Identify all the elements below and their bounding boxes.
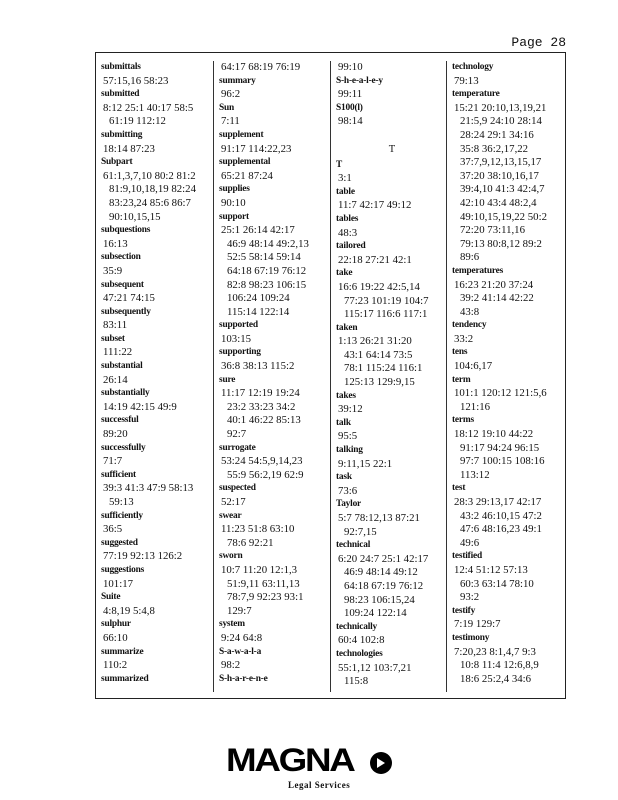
page-line-reference: 43:2 46:10,15 47:2 bbox=[460, 509, 542, 522]
page-line-reference: 39:4,10 41:3 42:4,7 bbox=[460, 183, 545, 196]
index-entry bbox=[101, 306, 213, 333]
page-line-reference: 16:6 19:22 42:5,14 bbox=[338, 280, 420, 293]
page-line-reference: 79:13 80:8,12 89:2 bbox=[460, 237, 542, 250]
index-term: submitting bbox=[101, 129, 143, 140]
index-entry bbox=[452, 605, 564, 632]
index-entry bbox=[336, 61, 448, 75]
index-term: swear bbox=[219, 510, 242, 521]
index-entry bbox=[336, 102, 448, 129]
index-term: taken bbox=[336, 322, 358, 333]
page-line-reference: 104:6,17 bbox=[454, 360, 493, 373]
page-line-reference: 6:20 24:7 25:1 42:17 bbox=[338, 552, 429, 565]
page-line-reference: 64:18 67:19 76:12 bbox=[227, 264, 307, 277]
page-line-reference: 11:7 42:17 49:12 bbox=[338, 199, 412, 212]
index-entry bbox=[336, 322, 448, 390]
page-line-reference: 46:9 48:14 49:2,13 bbox=[227, 237, 309, 250]
index-term: subquestions bbox=[101, 225, 151, 236]
index-entry bbox=[452, 61, 564, 88]
index-term: supplemental bbox=[219, 157, 271, 168]
index-entry bbox=[336, 417, 448, 444]
index-term: terms bbox=[452, 415, 474, 426]
index-term: S-h-a-r-e-n-e bbox=[219, 673, 268, 684]
index-term: tendency bbox=[452, 320, 487, 331]
index-entry bbox=[336, 267, 448, 321]
index-entry bbox=[101, 387, 213, 414]
index-term: suggestions bbox=[101, 564, 145, 575]
index-entry bbox=[336, 539, 448, 621]
page-line-reference: 39:2 41:14 42:22 bbox=[460, 292, 534, 305]
page-line-reference: 78:1 115:24 116:1 bbox=[344, 362, 423, 375]
index-term: sworn bbox=[219, 551, 243, 562]
index-entry bbox=[336, 186, 448, 213]
index-column-1 bbox=[101, 61, 213, 686]
page-line-reference: 35:9 bbox=[103, 264, 123, 277]
index-term: technology bbox=[452, 62, 494, 72]
index-column-2 bbox=[219, 61, 331, 686]
index-term: term bbox=[452, 374, 471, 385]
index-term: support bbox=[219, 211, 249, 222]
page-line-reference: 37:20 38:10,16,17 bbox=[460, 169, 539, 182]
index-entry bbox=[219, 646, 331, 673]
page-line-reference: 47:21 74:15 bbox=[103, 292, 155, 305]
index-entry bbox=[336, 444, 448, 471]
index-column-4 bbox=[452, 61, 564, 686]
page-line-reference: 78:7,9 92:23 93:1 bbox=[227, 591, 304, 604]
page-line-reference: 111:22 bbox=[103, 346, 133, 359]
page-line-reference: 82:8 98:23 106:15 bbox=[227, 278, 307, 291]
index-term: subset bbox=[101, 333, 125, 344]
index-entry bbox=[219, 75, 331, 102]
page-line-reference: 43:8 bbox=[460, 305, 480, 318]
page-line-reference: 16:23 21:20 37:24 bbox=[454, 278, 534, 291]
index-entry bbox=[336, 213, 448, 240]
index-entry bbox=[219, 482, 331, 509]
page-line-reference: 23:2 33:23 34:2 bbox=[227, 400, 296, 413]
page-line-reference: 95:5 bbox=[338, 430, 358, 443]
index-term: successfully bbox=[101, 442, 146, 453]
index-entry bbox=[219, 129, 331, 156]
index-term: Subpart bbox=[101, 157, 133, 168]
index-term: S100(l) bbox=[336, 102, 363, 113]
index-term: table bbox=[336, 186, 355, 197]
page-line-reference: 113:12 bbox=[460, 468, 490, 481]
index-term: sure bbox=[219, 374, 236, 385]
page-line-reference: 65:21 87:24 bbox=[221, 169, 273, 182]
index-entry bbox=[336, 390, 448, 417]
index-entry bbox=[336, 648, 448, 689]
page-line-reference: 22:18 27:21 42:1 bbox=[338, 253, 412, 266]
page-line-reference: 14:19 42:15 49:9 bbox=[103, 400, 177, 413]
page-line-reference: 16:13 bbox=[103, 237, 128, 250]
page-line-reference: 9:11,15 22:1 bbox=[338, 457, 393, 470]
index-entry bbox=[101, 88, 213, 129]
page-line-reference: 98:23 106:15,24 bbox=[344, 593, 415, 606]
index-entry bbox=[101, 251, 213, 278]
page-line-reference: 28:24 29:1 34:16 bbox=[460, 128, 534, 141]
index-entry bbox=[101, 224, 213, 251]
page-line-reference: 92:7,15 bbox=[344, 525, 377, 538]
index-term: tables bbox=[336, 213, 359, 224]
page-line-reference: 81:9,10,18,19 82:24 bbox=[109, 183, 196, 196]
index-entry bbox=[336, 75, 448, 102]
page-line-reference: 90:10,15,15 bbox=[109, 210, 161, 223]
index-entry bbox=[101, 673, 213, 687]
page-line-reference: 77:23 101:19 104:7 bbox=[344, 294, 429, 307]
page-line-reference: 57:15,16 58:23 bbox=[103, 74, 169, 87]
page-line-reference: 40:1 46:22 85:13 bbox=[227, 414, 301, 427]
index-column-3 bbox=[336, 61, 448, 689]
index-term: system bbox=[219, 619, 245, 630]
index-term: subsection bbox=[101, 252, 141, 263]
index-frame bbox=[95, 52, 566, 699]
page-line-reference: 66:10 bbox=[103, 631, 128, 644]
page-line-reference: 110:2 bbox=[103, 659, 128, 672]
index-term: temperatures bbox=[452, 265, 504, 276]
index-entry bbox=[101, 537, 213, 564]
index-term: technically bbox=[336, 621, 378, 632]
index-entry bbox=[101, 442, 213, 469]
arrow-icon bbox=[370, 752, 392, 774]
index-entry bbox=[336, 471, 448, 498]
index-entry bbox=[219, 510, 331, 551]
index-term: T bbox=[336, 159, 343, 170]
index-term: surrogate bbox=[219, 442, 256, 453]
page-line-reference: 47:6 48:16,23 49:1 bbox=[460, 523, 542, 536]
page-line-reference: 64:18 67:19 76:12 bbox=[344, 579, 424, 592]
page-line-reference: 101:17 bbox=[103, 577, 133, 590]
index-term: S-h-e-a-l-e-y bbox=[336, 75, 383, 86]
index-entry bbox=[219, 618, 331, 645]
index-entry bbox=[219, 374, 331, 442]
index-entry bbox=[452, 482, 564, 550]
index-entry bbox=[336, 240, 448, 267]
page-line-reference: 125:13 129:9,15 bbox=[344, 376, 415, 389]
index-entry bbox=[101, 156, 213, 224]
index-term: sufficiently bbox=[101, 510, 143, 521]
index-term: take bbox=[336, 268, 353, 279]
index-entry bbox=[336, 159, 448, 186]
index-entry bbox=[101, 129, 213, 156]
page-line-reference: 5:7 78:12,13 87:21 bbox=[338, 512, 420, 524]
page-line-reference: 26:14 bbox=[103, 373, 128, 386]
index-term: takes bbox=[336, 390, 356, 401]
page-line-reference: 18:14 87:23 bbox=[103, 142, 155, 155]
page-line-reference: 52:5 58:14 59:14 bbox=[227, 251, 301, 264]
page-line-reference: 121:16 bbox=[460, 400, 490, 413]
index-entry bbox=[101, 564, 213, 591]
page-line-reference: 115:17 116:6 117:1 bbox=[344, 308, 428, 321]
page-line-reference: 3:1 bbox=[338, 172, 352, 185]
index-entry bbox=[452, 88, 564, 265]
index-term: S-a-w-a-l-a bbox=[219, 646, 262, 657]
index-term: sulphur bbox=[101, 619, 131, 630]
page-line-reference: 98:14 bbox=[338, 115, 363, 128]
index-term: summarized bbox=[101, 673, 149, 684]
index-entry bbox=[219, 61, 331, 75]
index-term: summarize bbox=[101, 646, 144, 657]
page-line-reference: 92:7 bbox=[227, 428, 247, 441]
index-term: substantial bbox=[101, 361, 143, 372]
index-term: submitted bbox=[101, 89, 140, 100]
index-entry bbox=[219, 442, 331, 483]
page-line-reference: 46:9 48:14 49:12 bbox=[344, 566, 418, 579]
index-entry bbox=[101, 61, 213, 88]
page-line-reference: 72:20 73:11,16 bbox=[460, 224, 525, 237]
page-line-reference: 106:24 109:24 bbox=[227, 292, 290, 305]
index-term: substantially bbox=[101, 388, 150, 399]
index-term: tens bbox=[452, 347, 468, 358]
index-entry bbox=[101, 618, 213, 645]
index-term: Taylor bbox=[336, 499, 362, 510]
page-line-reference: 18:12 19:10 44:22 bbox=[454, 428, 534, 441]
page-line-reference: 78:6 92:21 bbox=[227, 536, 274, 549]
index-entry bbox=[452, 346, 564, 373]
page-line-reference: 36:8 38:13 115:2 bbox=[221, 360, 295, 373]
page-line-reference: 11:17 12:19 19:24 bbox=[221, 387, 300, 400]
page-line-reference: 97:7 100:15 108:16 bbox=[460, 455, 545, 468]
index-entry bbox=[101, 510, 213, 537]
index-term: sufficient bbox=[101, 469, 136, 480]
index-term: Sun bbox=[219, 102, 235, 113]
index-entry bbox=[101, 414, 213, 441]
page-line-reference: 11:23 51:8 63:10 bbox=[221, 523, 295, 536]
index-entry bbox=[101, 279, 213, 306]
page-line-reference: 83:23,24 85:6 86:7 bbox=[109, 196, 191, 209]
page-line-reference: 90:10 bbox=[221, 196, 246, 209]
page-line-reference: 9:24 64:8 bbox=[221, 631, 263, 644]
page-line-reference: 64:17 68:19 76:19 bbox=[221, 61, 301, 73]
index-term: talking bbox=[336, 445, 363, 456]
page-line-reference: 48:3 bbox=[338, 226, 358, 239]
index-entry bbox=[219, 346, 331, 373]
page-line-reference: 51:9,11 63:11,13 bbox=[227, 577, 300, 590]
index-entry bbox=[219, 319, 331, 346]
column-divider bbox=[213, 61, 214, 692]
index-term: subsequent bbox=[101, 279, 144, 290]
index-entry bbox=[452, 374, 564, 415]
index-entry bbox=[336, 129, 448, 159]
page-line-reference: 91:17 94:24 96:15 bbox=[460, 441, 540, 454]
page-line-reference: 91:17 114:22,23 bbox=[221, 142, 292, 155]
page-line-reference: 98:2 bbox=[221, 659, 241, 672]
index-entry bbox=[101, 360, 213, 387]
index-term: supported bbox=[219, 320, 258, 331]
index-term: testimony bbox=[452, 632, 490, 643]
page-line-reference: 12:4 51:12 57:13 bbox=[454, 563, 528, 576]
index-term: supplies bbox=[219, 184, 250, 195]
index-term: suggested bbox=[101, 537, 138, 548]
page-line-reference: 15:21 20:10,13,19,21 bbox=[454, 101, 547, 114]
index-entry bbox=[452, 550, 564, 604]
page-line-reference: 55:9 56:2,19 62:9 bbox=[227, 468, 304, 481]
page-line-reference: 101:1 120:12 121:5,6 bbox=[454, 387, 547, 400]
index-term: test bbox=[452, 483, 466, 494]
index-entry bbox=[452, 414, 564, 482]
index-entry bbox=[219, 183, 331, 210]
page-line-reference: 77:19 92:13 126:2 bbox=[103, 550, 183, 563]
index-term: temperature bbox=[452, 89, 500, 100]
page-line-reference: 60:3 63:14 78:10 bbox=[460, 577, 534, 590]
page-line-reference: 39:3 41:3 47:9 58:13 bbox=[103, 482, 194, 495]
page-line-reference: 60:4 102:8 bbox=[338, 634, 385, 647]
page-line-reference: 10:7 11:20 12:1,3 bbox=[221, 563, 298, 576]
page-line-reference: 10:8 11:4 12:6,8,9 bbox=[460, 659, 539, 672]
page-line-reference: 93:2 bbox=[460, 591, 480, 604]
index-term: testify bbox=[452, 605, 476, 616]
page-line-reference: 79:13 bbox=[454, 74, 479, 87]
index-term: tailored bbox=[336, 241, 366, 252]
index-term: testified bbox=[452, 551, 482, 562]
index-entry bbox=[219, 156, 331, 183]
logo-wordmark: MAGNA bbox=[226, 742, 354, 778]
index-term: supporting bbox=[219, 347, 261, 358]
page-line-reference: 25:1 26:14 42:17 bbox=[221, 224, 295, 237]
page-line-reference: 83:11 bbox=[103, 319, 128, 332]
page-line-reference: 115:14 122:14 bbox=[227, 305, 290, 318]
page-number: Page 28 bbox=[511, 35, 566, 50]
page-line-reference: 39:12 bbox=[338, 403, 363, 416]
page-line-reference: 28:3 29:13,17 42:17 bbox=[454, 496, 542, 508]
index-entry bbox=[336, 498, 448, 539]
page-line-reference: 21:5,9 24:10 28:14 bbox=[460, 115, 542, 128]
page-line-reference: 4:8,19 5:4,8 bbox=[103, 604, 155, 617]
page-line-reference: 36:5 bbox=[103, 523, 123, 536]
page-line-reference: 33:2 bbox=[454, 332, 474, 345]
page-line-reference: 99:11 bbox=[338, 88, 363, 101]
index-term: successful bbox=[101, 415, 139, 426]
page-line-reference: 53:24 54:5,9,14,23 bbox=[221, 455, 303, 468]
index-entry bbox=[101, 591, 213, 618]
section-letter: T bbox=[388, 143, 396, 155]
page-line-reference: 7:19 129:7 bbox=[454, 618, 501, 631]
page-line-reference: 52:17 bbox=[221, 496, 246, 508]
index-term: technical bbox=[336, 540, 371, 551]
page-line-reference: 55:1,12 103:7,21 bbox=[338, 661, 412, 674]
index-term: Suite bbox=[101, 592, 121, 603]
page-line-reference: 8:12 25:1 40:17 58:5 bbox=[103, 101, 194, 114]
index-entry bbox=[336, 621, 448, 648]
index-entry bbox=[452, 632, 564, 686]
page-line-reference: 61:19 112:12 bbox=[109, 115, 166, 128]
page-line-reference: 129:7 bbox=[227, 604, 252, 617]
index-entry bbox=[219, 102, 331, 129]
page-line-reference: 89:6 bbox=[460, 251, 480, 264]
page-line-reference: 1:13 26:21 31:20 bbox=[338, 335, 412, 348]
page-line-reference: 115:8 bbox=[344, 675, 369, 688]
page-line-reference: 109:24 122:14 bbox=[344, 607, 407, 620]
index-entry bbox=[219, 550, 331, 618]
index-entry bbox=[219, 673, 331, 687]
page-line-reference: 35:8 36:2,17,22 bbox=[460, 142, 529, 155]
index-term: supplement bbox=[219, 129, 264, 140]
page-line-reference: 49:10,15,19,22 50:2 bbox=[460, 210, 547, 223]
page-line-reference: 43:1 64:14 73:5 bbox=[344, 348, 413, 361]
index-entry bbox=[101, 646, 213, 673]
index-term: talk bbox=[336, 417, 351, 428]
page-line-reference: 89:20 bbox=[103, 428, 128, 441]
logo-subtitle: Legal Services bbox=[288, 780, 351, 790]
page-line-reference: 73:6 bbox=[338, 484, 358, 497]
page-line-reference: 49:6 bbox=[460, 536, 480, 549]
index-term: summary bbox=[219, 75, 256, 86]
page-line-reference: 99:10 bbox=[338, 61, 363, 73]
page-line-reference: 7:11 bbox=[221, 115, 240, 128]
index-entry bbox=[452, 265, 564, 319]
page-line-reference: 7:20,23 8:1,4,7 9:3 bbox=[454, 645, 536, 658]
page-line-reference: 18:6 25:2,4 34:6 bbox=[460, 672, 532, 685]
page-line-reference: 42:10 43:4 48:2,4 bbox=[460, 196, 537, 209]
index-term: task bbox=[336, 472, 352, 483]
index-term: technologies bbox=[336, 648, 383, 659]
magna-logo bbox=[226, 744, 396, 792]
page-line-reference: 96:2 bbox=[221, 88, 241, 101]
page-line-reference: 59:13 bbox=[109, 496, 134, 508]
index-entry bbox=[452, 319, 564, 346]
page-line-reference: 37:7,9,12,13,15,17 bbox=[460, 156, 542, 169]
index-term: suspected bbox=[219, 483, 256, 494]
index-entry bbox=[219, 211, 331, 320]
index-term: submittals bbox=[101, 62, 141, 72]
page-line-reference: 61:1,3,7,10 80:2 81:2 bbox=[103, 169, 196, 182]
page-line-reference: 71:7 bbox=[103, 455, 123, 468]
index-entry bbox=[101, 469, 213, 510]
index-term: subsequently bbox=[101, 306, 151, 317]
index-entry bbox=[101, 333, 213, 360]
page-line-reference: 103:15 bbox=[221, 332, 251, 345]
